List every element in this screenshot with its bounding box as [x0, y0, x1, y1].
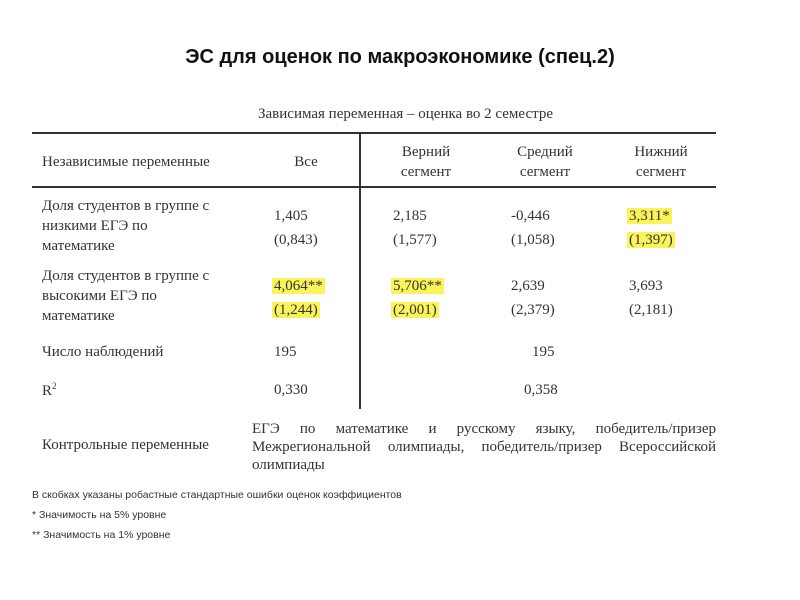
r2-superscript: 2	[52, 381, 57, 391]
row-high-label-line2: высокими ЕГЭ по	[42, 288, 157, 304]
coef: 3,693	[629, 278, 663, 294]
row-low-label-line3: математике	[42, 238, 115, 254]
coef-highlighted: 4,064**	[274, 278, 323, 294]
row-low-lower	[629, 204, 675, 252]
row-observations-label: Число наблюдений	[42, 344, 164, 360]
std-error: (2,181)	[629, 302, 673, 318]
row-r2-segments: 0,358	[524, 382, 558, 398]
header-middle-line1: Средний	[517, 144, 573, 160]
row-controls-text: ЕГЭ по математике и русскому языку, победитель/призер Межрегиональной олимпиады, победитель/призер Всероссийской олимпиады	[252, 421, 716, 473]
header-upper-segment	[386, 142, 466, 182]
row-high-lower	[629, 274, 673, 322]
coef: 1,405	[274, 208, 308, 224]
row-low-middle	[511, 204, 555, 252]
std-error: (0,843)	[274, 232, 318, 248]
row-high-scores-label	[42, 266, 209, 326]
row-low-label-line1: Доля студентов в группе с	[42, 198, 210, 214]
header-all: Все	[294, 154, 318, 170]
header-lower-line1: Нижний	[634, 144, 688, 160]
coef-highlighted: 5,706**	[393, 278, 442, 294]
row-observations-all: 195	[274, 344, 297, 360]
header-middle-segment	[505, 142, 585, 182]
row-high-middle	[511, 274, 555, 322]
row-low-label-line2: низкими ЕГЭ по	[42, 218, 148, 234]
coef: -0,446	[511, 208, 550, 224]
std-error: (1,058)	[511, 232, 555, 248]
footnote-significance-1: ** Значимость на 1% уровне	[32, 529, 171, 541]
footnote-robust-se: В скобках указаны робастные стандартные ошибки оценок коэффициентов	[32, 489, 402, 501]
row-r2-all: 0,330	[274, 382, 308, 398]
dependent-variable-label: Зависимая переменная – оценка во 2 семестре	[258, 106, 554, 122]
std-error-highlighted: (2,001)	[393, 302, 437, 318]
std-error-highlighted: (1,397)	[629, 232, 673, 248]
coef: 2,639	[511, 278, 545, 294]
row-high-all	[274, 274, 325, 322]
table-top-rule	[32, 132, 716, 134]
row-controls-label: Контрольные переменные	[42, 437, 209, 453]
coef: 2,185	[393, 208, 427, 224]
column-divider	[359, 133, 361, 409]
std-error: (2,379)	[511, 302, 555, 318]
header-upper-line1: Верний	[401, 144, 451, 160]
footnote-significance-5: * Значимость на 5% уровне	[32, 509, 167, 521]
row-r2-label	[42, 381, 57, 401]
header-lower-line2: сегмент	[635, 164, 687, 180]
header-bottom-rule	[32, 186, 716, 188]
row-high-upper	[393, 274, 444, 322]
row-high-label-line1: Доля студентов в группе с	[42, 268, 210, 284]
std-error: (1,577)	[393, 232, 437, 248]
slide-title: ЭС для оценок по макроэкономике (спец.2)	[185, 46, 615, 68]
row-low-upper	[393, 204, 437, 252]
header-independent-variables: Независимые переменные	[42, 154, 210, 170]
header-lower-segment	[621, 142, 701, 182]
coef-highlighted: 3,311*	[629, 208, 670, 224]
row-low-all	[274, 204, 318, 252]
row-observations-segments: 195	[532, 344, 555, 360]
row-low-scores-label	[42, 196, 209, 256]
row-high-label-line3: математике	[42, 308, 115, 324]
r2-letter: R	[42, 383, 53, 399]
header-upper-line2: сегмент	[400, 164, 452, 180]
std-error-highlighted: (1,244)	[274, 302, 318, 318]
header-middle-line2: сегмент	[519, 164, 571, 180]
